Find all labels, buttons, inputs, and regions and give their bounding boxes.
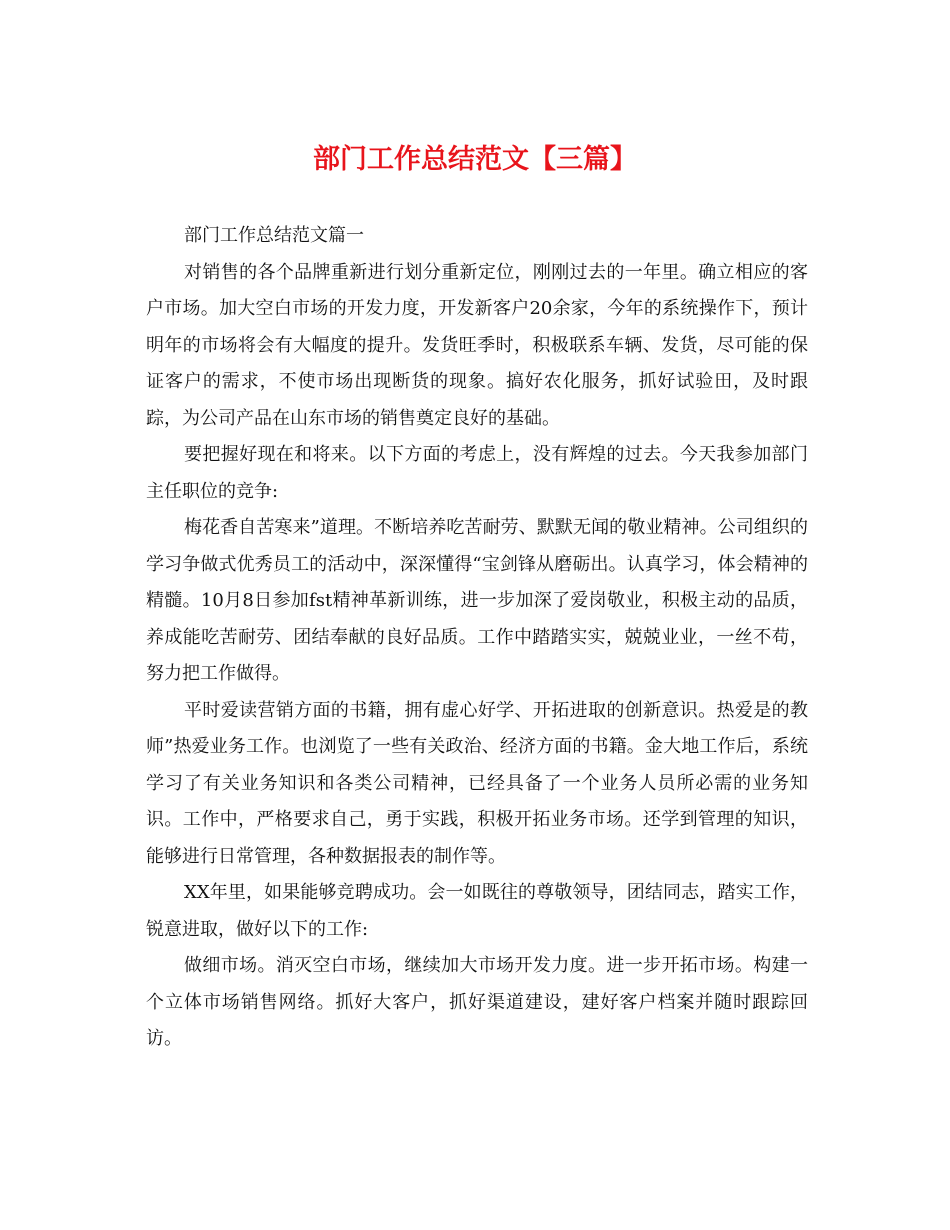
paragraph: 做细市场。消灭空白市场，继续加大市场开发力度。进一步开拓市场。构建一个立体市场销售网络。抓好大客户，抓好渠道建设，建好客户档案并随时跟踪回访。: [146, 955, 808, 1049]
paragraph: 要把握好现在和将来。以下方面的考虑上，没有辉煌的过去。今天我参加部门主任职位的竞争:: [146, 444, 808, 502]
document-body: [146, 218, 808, 1058]
paragraph: 梅花香自苦寒来”道理。不断培养吃苦耐劳、默默无闻的敬业精神。公司组织的学习争做式优秀员工的活动中，深深懂得“宝剑锋从磨砺出。认真学习，体会精神的精髓。10月8日参加fst精神革新训练，进一步加深了爱岗敬业，积极主动的品质，养成能吃苦耐劳、团结奉献的良好品质。工作中踏踏实实，兢兢业业，一丝不苟，努力把工作做得。: [146, 517, 808, 684]
paragraph: XX年里，如果能够竞聘成功。会一如既往的尊敬领导，团结同志，踏实工作，锐意进取，做好以下的工作:: [146, 882, 808, 940]
paragraph: 对销售的各个品牌重新进行划分重新定位，刚刚过去的一年里。确立相应的客户市场。加大空白市场的开发力度，开发新客户20余家，今年的系统操作下，预计明年的市场将会有大幅度的提升。发货旺季时，积极联系车辆、发货，尽可能的保证客户的需求，不使市场出现断货的现象。搞好农化服务，抓好试验田，及时跟踪，为公司产品在山东市场的销售奠定良好的基础。: [146, 261, 808, 429]
document-title: 部门工作总结范文【三篇】: [313, 144, 637, 175]
section-heading: 部门工作总结范文篇一: [184, 225, 364, 246]
paragraph: 平时爱读营销方面的书籍，拥有虚心好学、开拓进取的创新意识。热爱是的教师”热爱业务工作。也浏览了一些有关政治、经济方面的书籍。金大地工作后，系统学习了有关业务知识和各类公司精神，已经具备了一个业务人员所必需的业务知识。工作中，严格要求自己，勇于实践，积极开拓业务市场。还学到管理的知识，能够进行日常管理，各种数据报表的制作等。: [146, 699, 808, 867]
